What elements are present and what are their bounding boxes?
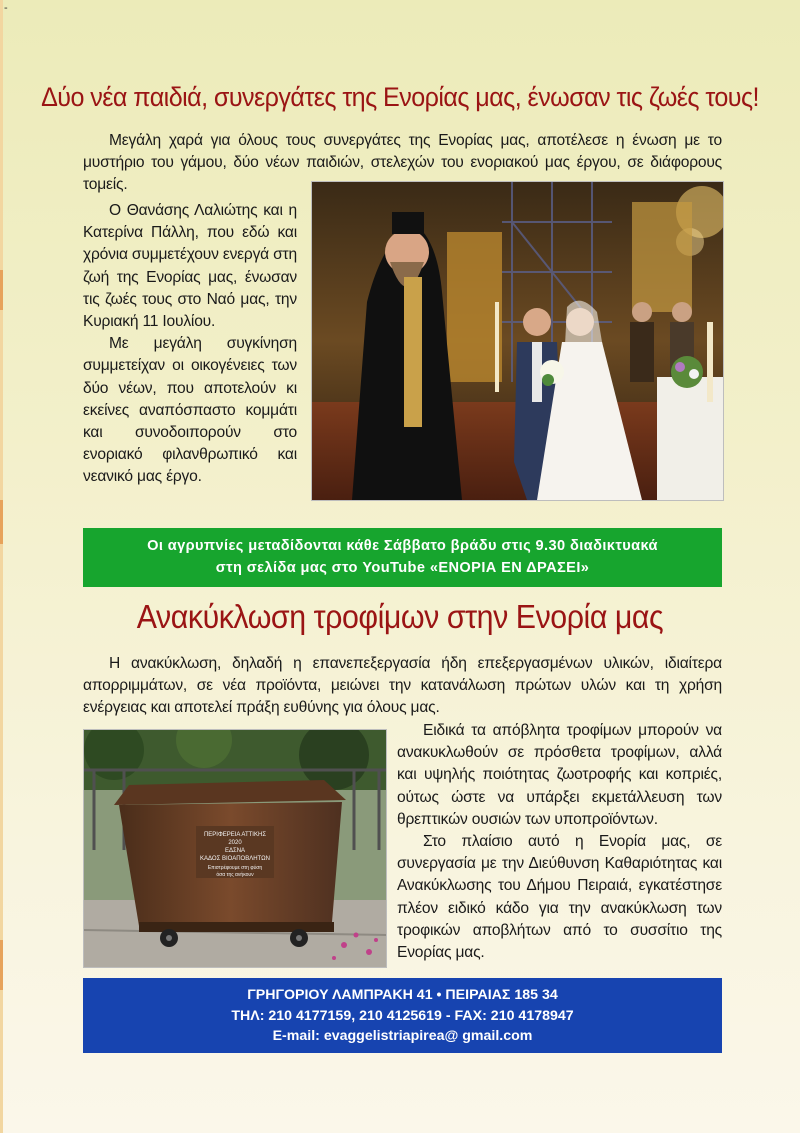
article-1-paragraph-3: Με μεγάλη συγκίνηση συμμετείχαν οι οικογένειες των δύο νέων, που αποτελούν κι εκείνες αναπόσπαστο κομμάτι και συνοδοιπορούν στο ενοριακό φιλανθρωπικό και νεανικό μας έργο. <box>83 335 297 486</box>
bin-label-line-4: ΚΑΔΟΣ ΒΙΟΑΠΟΒΛΗΤΩΝ <box>200 856 270 862</box>
contact-phones: ΤΗΛ: 210 4177159, 210 4125619 - FAX: 210 4178947 <box>231 1007 574 1024</box>
bin-label-line-1: ΠΕΡΙΦΕΡΕΙΑ ΑΤΤΙΚΗΣ <box>203 832 267 838</box>
bin-label-line-5: Επιστρέφουμε στη φύση <box>207 865 263 871</box>
broadcast-banner-line-2: στη σελίδα μας στο YouTube «ΕΝΟΡΙΑ ΕΝ ΔΡΑΣΕΙ» <box>215 560 590 576</box>
bin-label-line-3: ΕΔΣΝΑ <box>224 848 246 854</box>
article-2-paragraph-1: Η ανακύκλωση, δηλαδή η επανεπεξεργασία ήδη επεξεργασμένων υλικών, ιδιαίτερα απορριμμάτων, σε νέα προϊόντα, μειώνει την κατανάλωση πρώτων υλών και τη χρήση ενέργειας και αποτελεί πράξη ευθύνης για όλους μας. <box>83 655 722 717</box>
article-1-paragraph-1: Μεγάλη χαρά για όλους τους συνεργάτες της Ενορίας μας, αποτέλεσε η ένωση με το μυστήριο του γάμου, δύο νέων παιδιών, στελεχών του ενοριακού μας έργου, σε διάφορους τομείς. <box>83 132 722 194</box>
compost-bin-photo <box>83 729 387 968</box>
edge-mark <box>0 940 3 990</box>
contact-address: ΓΡΗΓΟΡΙΟΥ ΛΑΜΠΡΑΚΗ 41 • ΠΕΙΡΑΙΑΣ 185 34 <box>247 987 558 1003</box>
article-1-paragraph-2: Ο Θανάσης Λαλιώτης και η Κατερίνα Πάλλη, που εδώ και χρόνια συμμετέχουν ενεργά στη ζωή της Ενορίας μας, ένωσαν τις ζωές τους στο Ναό μας, την Κυριακή 11 Ιουλίου. <box>83 202 297 331</box>
contact-email[interactable]: E-mail: evaggelistriapirea@ gmail.com <box>272 1028 533 1044</box>
article-1-title: Δύο νέα παιδιά, συνεργάτες της Ενορίας μας, ένωσαν τις ζωές τους! <box>41 82 759 112</box>
wedding-photo-illustration <box>312 182 723 500</box>
bin-label-line-6: όσα της ανήκουν <box>216 872 254 878</box>
article-2-intro <box>83 653 722 720</box>
broadcast-banner <box>83 528 722 587</box>
wedding-photo <box>311 181 724 501</box>
bin-label-line-2: 2020 <box>228 840 242 846</box>
article-2-side-text <box>397 720 722 964</box>
article-2-title: Ανακύκλωση τροφίμων στην Ενορία μας <box>136 598 664 635</box>
article-2-paragraph-3: Στο πλαίσιο αυτό η Ενορία μας, σε συνεργασία με την Διεύθυνση Καθαριότητας και Ανακύκλωσης του Δήμου Πειραιά, εγκατέστησε πλέον ειδικό κάδο για την ανακύκλωση των τροφικών αποβλήτων από το συσσίτιο της Ενορίας μας. <box>397 833 722 962</box>
edge-mark <box>0 270 3 310</box>
article-2-paragraph-2: Ειδικά τα απόβλητα τροφίμων μπορούν να ανακυκλωθούν σε πρόσθετα τροφίμων, αλλά και υψηλής ποιότητας ζωοτροφής και κοπριές, ούτως ώστε να υπάρξει εκμετάλλευση των θρεπτικών ουσιών των υποπροϊόντων. <box>397 722 722 828</box>
corner-mark: - <box>4 2 8 14</box>
broadcast-banner-line-1: Οι αγρυπνίες μεταδίδονται κάθε Σάββατο βράδυ στις 9.30 διαδικτυακά <box>147 538 658 554</box>
article-1-side-text <box>83 200 297 489</box>
edge-mark <box>0 500 3 544</box>
compost-bin-illustration <box>84 730 386 967</box>
contact-footer <box>83 978 722 1053</box>
